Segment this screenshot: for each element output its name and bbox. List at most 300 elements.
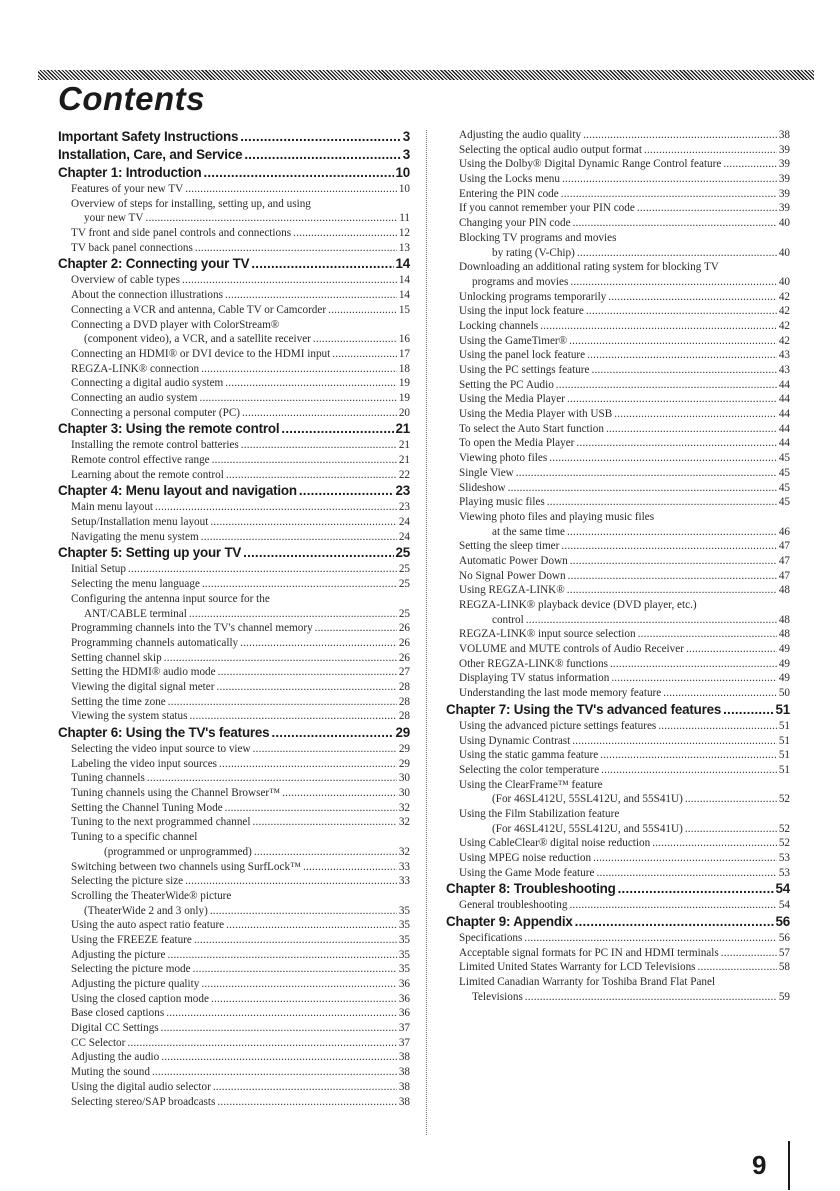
toc-entry bbox=[58, 742, 410, 757]
toc-entry-title: Main menu layout bbox=[71, 501, 154, 514]
toc-leader-dots bbox=[155, 500, 397, 515]
toc-leader-dots bbox=[721, 946, 777, 961]
toc-entry bbox=[446, 157, 790, 172]
toc-entry-title: Selecting the picture mode bbox=[71, 963, 191, 976]
toc-leader-dots bbox=[240, 636, 397, 651]
toc-leader-dots bbox=[567, 392, 777, 407]
toc-leader-dots bbox=[145, 211, 397, 226]
toc-leader-dots bbox=[524, 931, 776, 946]
toc-entry-title: programs and movies bbox=[472, 275, 569, 288]
toc-entry bbox=[58, 889, 410, 904]
toc-entry bbox=[446, 960, 790, 975]
toc-entry-title: About the connection illustrations bbox=[71, 289, 223, 302]
toc-page-number: 39 bbox=[778, 158, 790, 171]
toc-entry bbox=[446, 143, 790, 158]
toc-entry-title: Playing music files bbox=[459, 496, 545, 509]
toc-chapter-entry bbox=[58, 164, 410, 182]
toc-entry-title: Chapter 7: Using the TV's advanced features bbox=[446, 701, 722, 717]
toc-leader-dots bbox=[561, 187, 777, 202]
toc-leader-dots bbox=[281, 420, 393, 438]
toc-entry bbox=[58, 1080, 410, 1095]
toc-entry bbox=[446, 792, 790, 807]
toc-entry bbox=[58, 391, 410, 406]
toc-entry-title: Automatic Power Down bbox=[459, 554, 568, 567]
toc-entry bbox=[58, 197, 410, 212]
toc-entry bbox=[58, 665, 410, 680]
toc-entry-title: Using the digital audio selector bbox=[71, 1080, 211, 1093]
toc-page-number: 35 bbox=[398, 919, 410, 932]
toc-entry bbox=[446, 554, 790, 569]
toc-page-number: 46 bbox=[778, 525, 790, 538]
toc-page-number: 25 bbox=[398, 563, 410, 576]
toc-page-number: 3 bbox=[402, 129, 410, 144]
toc-leader-dots bbox=[185, 182, 397, 197]
toc-entry-title: Using the PC settings feature bbox=[459, 364, 590, 376]
toc-page-number: 33 bbox=[398, 860, 410, 873]
toc-page-number: 39 bbox=[778, 143, 790, 156]
toc-leader-dots bbox=[251, 255, 393, 273]
toc-page-number: 45 bbox=[778, 452, 790, 465]
toc-page-number: 21 bbox=[398, 439, 410, 452]
toc-page-number: 51 bbox=[775, 701, 790, 717]
toc-leader-dots bbox=[201, 977, 396, 992]
toc-page-number: 45 bbox=[778, 466, 790, 479]
page-number: 9 bbox=[752, 1150, 767, 1180]
toc-entry-title: Programming channels into the TV's channel memory bbox=[71, 622, 313, 635]
toc-entry bbox=[446, 436, 790, 451]
toc-entry bbox=[446, 246, 790, 261]
toc-entry-title: Programming channels automatically bbox=[71, 636, 239, 649]
toc-entry bbox=[58, 709, 410, 724]
toc-leader-dots bbox=[568, 569, 777, 584]
toc-entry-title: Setting channel skip bbox=[71, 651, 162, 664]
toc-page-number: 57 bbox=[778, 946, 790, 959]
toc-leader-dots bbox=[152, 1065, 397, 1080]
toc-entry bbox=[446, 686, 790, 701]
toc-chapter-entry bbox=[58, 420, 410, 438]
toc-entry-title: Chapter 8: Troubleshooting bbox=[446, 881, 616, 897]
toc-page-number: 51 bbox=[778, 763, 790, 776]
toc-leader-dots bbox=[638, 627, 777, 642]
toc-entry bbox=[58, 226, 410, 241]
toc-entry-title: Setting the HDMI® audio mode bbox=[71, 666, 216, 679]
toc-entry-title: (For 46SL412U, 55SL412U, and 55S41U) bbox=[492, 793, 683, 806]
toc-entry bbox=[446, 510, 790, 525]
toc-page-number: 19 bbox=[398, 377, 410, 390]
toc-page-number: 23 bbox=[398, 501, 410, 514]
toc-leader-dots bbox=[225, 376, 397, 391]
toc-entry bbox=[58, 977, 410, 992]
toc-leader-dots bbox=[226, 468, 397, 483]
toc-entry bbox=[446, 363, 790, 378]
toc-entry-title: Selecting stereo/SAP broadcasts bbox=[71, 1095, 216, 1108]
toc-leader-dots bbox=[225, 288, 397, 303]
toc-page-number: 3 bbox=[402, 147, 410, 162]
toc-page-number: 39 bbox=[778, 187, 790, 200]
toc-entry bbox=[58, 801, 410, 816]
toc-chapter-entry bbox=[58, 724, 410, 742]
toc-entry bbox=[446, 763, 790, 778]
toc-entry-title: Adjusting the audio bbox=[71, 1051, 160, 1064]
toc-chapter-entry bbox=[58, 544, 410, 562]
toc-leader-dots bbox=[201, 362, 397, 377]
toc-page-number: 49 bbox=[778, 672, 790, 685]
toc-entry bbox=[446, 807, 790, 822]
toc-leader-dots bbox=[570, 275, 776, 290]
toc-entry-title: Chapter 6: Using the TV's features bbox=[58, 725, 270, 740]
toc-entry-title: Initial Setup bbox=[71, 563, 126, 576]
toc-page-number: 36 bbox=[398, 978, 410, 990]
toc-entry bbox=[446, 734, 790, 749]
toc-entry bbox=[58, 1021, 410, 1036]
toc-entry-title: Remote control effective range bbox=[71, 454, 210, 466]
toc-leader-dots bbox=[299, 482, 394, 500]
toc-entry bbox=[58, 530, 410, 545]
toc-entry-title: your new TV bbox=[84, 212, 144, 225]
toc-page-number: 36 bbox=[398, 992, 410, 1005]
toc-leader-dots bbox=[575, 913, 774, 931]
toc-entry-title: Changing your PIN code bbox=[459, 217, 571, 230]
toc-entry bbox=[58, 786, 410, 801]
toc-entry bbox=[58, 1006, 410, 1021]
toc-entry-title: CC Selector bbox=[71, 1036, 126, 1049]
toc-leader-dots bbox=[293, 226, 397, 241]
toc-entry bbox=[58, 241, 410, 256]
toc-page-number: 56 bbox=[775, 914, 790, 930]
toc-entry-title: Setup/Installation menu layout bbox=[71, 516, 209, 529]
toc-entry-title: Adjusting the audio quality bbox=[459, 129, 582, 141]
toc-entry-title: No Signal Power Down bbox=[459, 569, 566, 582]
toc-entry-title: Connecting an audio system bbox=[71, 391, 198, 404]
toc-leader-dots bbox=[592, 363, 777, 378]
toc-entry bbox=[446, 172, 790, 187]
toc-page-number: 48 bbox=[778, 628, 790, 641]
toc-entry bbox=[58, 845, 410, 860]
toc-page-number: 51 bbox=[778, 749, 790, 762]
toc-entry-title: Chapter 9: Appendix bbox=[446, 914, 573, 930]
toc-entry bbox=[58, 1036, 410, 1051]
toc-entry bbox=[446, 931, 790, 946]
toc-leader-dots bbox=[525, 990, 777, 1005]
toc-leader-dots bbox=[561, 539, 776, 554]
toc-entry-title: Televisions bbox=[472, 990, 523, 1003]
toc-page-number: 40 bbox=[778, 217, 790, 230]
toc-page-number: 28 bbox=[398, 710, 410, 723]
toc-page-number: 38 bbox=[398, 1095, 410, 1108]
toc-entry-title: Viewing the digital signal meter bbox=[71, 680, 215, 693]
toc-entry bbox=[446, 231, 790, 246]
toc-page-number: 43 bbox=[778, 349, 790, 362]
toc-page-number: 32 bbox=[398, 816, 410, 829]
toc-entry-title: Configuring the antenna input source for the bbox=[71, 592, 270, 605]
toc-leader-dots bbox=[271, 724, 393, 742]
toc-entry bbox=[58, 211, 410, 226]
toc-page-number: 35 bbox=[398, 963, 410, 976]
toc-leader-dots bbox=[243, 544, 393, 562]
toc-page-number: 51 bbox=[778, 719, 790, 732]
toc-entry bbox=[446, 422, 790, 437]
toc-entry bbox=[446, 216, 790, 231]
toc-leader-dots bbox=[282, 786, 397, 801]
toc-leader-dots bbox=[217, 680, 397, 695]
toc-entry-title: Chapter 4: Menu layout and navigation bbox=[58, 483, 297, 499]
toc-leader-dots bbox=[569, 898, 776, 913]
toc-page-number: 42 bbox=[778, 290, 790, 303]
toc-entry bbox=[58, 577, 410, 592]
toc-page-number: 18 bbox=[398, 362, 410, 375]
toc-leader-dots bbox=[161, 1021, 397, 1036]
toc-entry bbox=[446, 539, 790, 554]
toc-entry bbox=[446, 975, 790, 990]
toc-entry bbox=[446, 290, 790, 305]
toc-entry-title: Setting the time zone bbox=[71, 695, 166, 708]
toc-entry-title: Adjusting the picture quality bbox=[71, 978, 200, 990]
toc-page-number: 45 bbox=[778, 496, 790, 509]
toc-page-number: 35 bbox=[398, 933, 410, 946]
toc-entry-title: Entering the PIN code bbox=[459, 187, 559, 200]
toc-entry-title: Tuning channels bbox=[71, 772, 145, 785]
column-divider bbox=[426, 130, 427, 1135]
toc-page-number: 33 bbox=[398, 875, 410, 888]
toc-leader-dots bbox=[723, 701, 773, 719]
toc-page-number: 38 bbox=[398, 1066, 410, 1079]
toc-entry-title: Using the closed caption mode bbox=[71, 992, 209, 1005]
toc-entry bbox=[446, 946, 790, 961]
toc-leader-dots bbox=[225, 801, 397, 816]
toc-entry-title: Tuning to the next programmed channel bbox=[71, 816, 251, 829]
toc-leader-dots bbox=[570, 554, 777, 569]
toc-page-number: 32 bbox=[398, 845, 410, 858]
toc-page-number: 44 bbox=[778, 408, 790, 421]
toc-leader-dots bbox=[611, 671, 777, 686]
toc-entry bbox=[58, 621, 410, 636]
toc-entry-title: Tuning to a specific channel bbox=[71, 831, 198, 844]
page-number-rule bbox=[788, 1141, 790, 1190]
toc-leader-dots bbox=[161, 1050, 397, 1065]
toc-entry bbox=[446, 598, 790, 613]
toc-chapter-entry bbox=[58, 128, 410, 146]
toc-entry bbox=[58, 771, 410, 786]
toc-entry-title: (TheaterWide 2 and 3 only) bbox=[84, 904, 208, 917]
toc-page-number: 52 bbox=[778, 793, 790, 806]
toc-page-number: 40 bbox=[778, 275, 790, 288]
toc-entry bbox=[446, 495, 790, 510]
toc-entry-title: Using the GameTimer® bbox=[459, 334, 568, 347]
toc-page-number: 29 bbox=[398, 757, 410, 770]
toc-leader-dots bbox=[516, 466, 777, 481]
toc-entry-title: Viewing photo files and playing music files bbox=[459, 510, 655, 523]
toc-page-number: 21 bbox=[398, 454, 410, 466]
toc-entry-title: (For 46SL412U, 55SL412U, and 55S41U) bbox=[492, 822, 683, 835]
toc-page-number: 51 bbox=[778, 734, 790, 747]
toc-entry bbox=[446, 748, 790, 763]
toc-leader-dots bbox=[586, 304, 777, 319]
toc-leader-dots bbox=[194, 933, 397, 948]
toc-entry-title: Acceptable signal formats for PC IN and HDMI terminals bbox=[459, 946, 719, 959]
toc-entry bbox=[58, 992, 410, 1007]
toc-leader-dots bbox=[147, 771, 397, 786]
toc-entry bbox=[446, 466, 790, 481]
toc-page-number: 25 bbox=[398, 578, 410, 591]
toc-entry bbox=[446, 378, 790, 393]
toc-entry bbox=[58, 1065, 410, 1080]
toc-entry-title: Navigating the menu system bbox=[71, 530, 199, 543]
toc-entry-title: Unlocking programs temporarily bbox=[459, 290, 607, 303]
toc-entry bbox=[446, 392, 790, 407]
toc-entry-title: Using CableClear® digital noise reduction bbox=[459, 837, 651, 850]
toc-page-number: 13 bbox=[398, 241, 410, 254]
toc-entry-title: Digital CC Settings bbox=[71, 1022, 159, 1035]
toc-entry bbox=[446, 319, 790, 334]
toc-entry bbox=[446, 898, 790, 913]
toc-page-number: 28 bbox=[398, 680, 410, 693]
toc-leader-dots bbox=[577, 246, 777, 261]
toc-entry bbox=[58, 1050, 410, 1065]
toc-leader-dots bbox=[593, 851, 777, 866]
toc-leader-dots bbox=[240, 128, 401, 146]
toc-leader-dots bbox=[556, 378, 777, 393]
toc-leader-dots bbox=[600, 748, 777, 763]
toc-page-number: 16 bbox=[398, 333, 410, 346]
toc-entry bbox=[446, 525, 790, 540]
toc-entry-title: Using Dynamic Contrast bbox=[459, 734, 571, 747]
toc-entry bbox=[58, 651, 410, 666]
toc-entry bbox=[446, 642, 790, 657]
toc-entry-title: To select the Auto Start function bbox=[459, 422, 604, 435]
toc-leader-dots bbox=[610, 657, 777, 672]
toc-page-number: 54 bbox=[778, 899, 790, 912]
toc-entry bbox=[58, 815, 410, 830]
toc-entry bbox=[446, 866, 790, 881]
toc-entry bbox=[58, 874, 410, 889]
toc-chapter-entry bbox=[446, 880, 790, 898]
toc-entry-title: Selecting the picture size bbox=[71, 875, 184, 888]
toc-entry-title: Selecting the optical audio output format bbox=[459, 143, 642, 156]
toc-entry-title: Using REGZA-LINK® bbox=[459, 584, 565, 597]
toc-page-number: 30 bbox=[398, 772, 410, 785]
toc-entry-title: Using the Locks menu bbox=[459, 173, 560, 186]
toc-leader-dots bbox=[549, 451, 777, 466]
toc-entry-title: Installation, Care, and Service bbox=[58, 147, 243, 162]
toc-entry-title: Understanding the last mode memory feature bbox=[459, 687, 662, 700]
toc-entry bbox=[58, 288, 410, 303]
toc-page-number: 26 bbox=[398, 651, 410, 664]
toc-page-number: 14 bbox=[398, 274, 410, 287]
toc-entry-title: Chapter 3: Using the remote control bbox=[58, 421, 280, 437]
toc-entry bbox=[58, 830, 410, 845]
toc-leader-dots bbox=[637, 201, 777, 216]
toc-entry bbox=[58, 332, 410, 347]
toc-entry bbox=[58, 757, 410, 772]
toc-entry-title: REGZA-LINK® input source selection bbox=[459, 628, 636, 641]
toc-entry bbox=[446, 657, 790, 672]
toc-entry bbox=[446, 451, 790, 466]
toc-entry-title: Other REGZA-LINK® functions bbox=[459, 657, 608, 670]
toc-entry bbox=[58, 948, 410, 963]
toc-entry bbox=[58, 918, 410, 933]
toc-entry-title: Using the advanced picture settings features bbox=[459, 719, 657, 732]
toc-entry-title: Connecting a VCR and antenna, Cable TV or Camcorder bbox=[71, 303, 327, 316]
toc-page-number: 37 bbox=[398, 1036, 410, 1049]
toc-entry-title: REGZA-LINK® connection bbox=[71, 362, 200, 375]
toc-entry bbox=[58, 860, 410, 875]
toc-page-number: 26 bbox=[398, 636, 410, 649]
toc-entry-title: Displaying TV status information bbox=[459, 672, 610, 685]
toc-entry-title: Setting the PC Audio bbox=[459, 378, 554, 391]
toc-entry-title: Installing the remote control batteries bbox=[71, 439, 239, 452]
toc-entry-title: Selecting the menu language bbox=[71, 578, 200, 591]
toc-entry-title: Setting the Channel Tuning Mode bbox=[71, 801, 223, 814]
toc-entry-title: Selecting the color temperature bbox=[459, 763, 600, 776]
toc-entry-title: Using the panel lock feature bbox=[459, 349, 586, 362]
toc-page-number: 42 bbox=[778, 319, 790, 332]
toc-entry-title: TV front and side panel controls and connections bbox=[71, 227, 292, 240]
toc-entry-title: (programmed or unprogrammed) bbox=[104, 845, 252, 858]
toc-entry-title: control bbox=[492, 613, 524, 626]
toc-page-number: 52 bbox=[778, 837, 790, 850]
toc-page-number: 40 bbox=[778, 246, 790, 259]
toc-entry bbox=[446, 851, 790, 866]
toc-entry bbox=[446, 613, 790, 628]
toc-page-number: 38 bbox=[398, 1051, 410, 1064]
toc-entry bbox=[446, 201, 790, 216]
toc-entry bbox=[58, 592, 410, 607]
toc-page-number: 53 bbox=[778, 852, 790, 864]
toc-entry-title: Using the auto aspect ratio feature bbox=[71, 919, 225, 932]
toc-leader-dots bbox=[315, 621, 397, 636]
toc-page-number: 30 bbox=[398, 787, 410, 800]
toc-leader-dots bbox=[199, 391, 396, 406]
toc-leader-dots bbox=[182, 273, 397, 288]
toc-leader-dots bbox=[128, 562, 397, 577]
toc-entry bbox=[58, 515, 410, 530]
toc-entry-title: REGZA-LINK® playback device (DVD player, etc.) bbox=[459, 599, 697, 611]
toc-leader-dots bbox=[508, 481, 777, 496]
toc-entry bbox=[446, 990, 790, 1005]
toc-leader-dots bbox=[573, 216, 777, 231]
toc-page-number: 42 bbox=[778, 305, 790, 318]
toc-page-number: 47 bbox=[778, 540, 790, 553]
toc-chapter-entry bbox=[446, 701, 790, 719]
toc-leader-dots bbox=[587, 348, 777, 363]
toc-leader-dots bbox=[313, 332, 397, 347]
toc-entry-title: Scrolling the TheaterWide® picture bbox=[71, 889, 232, 902]
toc-entry-title: General troubleshooting bbox=[459, 899, 568, 912]
toc-leader-dots bbox=[213, 1080, 397, 1095]
toc-chapter-entry bbox=[58, 146, 410, 164]
toc-entry-title: Connecting a personal computer (PC) bbox=[71, 406, 241, 419]
toc-entry-title: VOLUME and MUTE controls of Audio Receiver bbox=[459, 643, 684, 656]
toc-entry-title: Chapter 1: Introduction bbox=[58, 165, 202, 180]
toc-entry bbox=[58, 962, 410, 977]
toc-entry-title: Single View bbox=[459, 466, 514, 479]
toc-entry-title: Labeling the video input sources bbox=[71, 757, 218, 770]
page-title: Contents bbox=[58, 80, 205, 117]
toc-page-number: 49 bbox=[778, 643, 790, 656]
toc-entry bbox=[446, 569, 790, 584]
toc-leader-dots bbox=[572, 734, 777, 749]
toc-leader-dots bbox=[254, 845, 397, 860]
toc-entry bbox=[446, 627, 790, 642]
toc-entry bbox=[58, 182, 410, 197]
toc-page-number: 58 bbox=[778, 961, 790, 974]
toc-entry-title: Using the Dolby® Digital Dynamic Range Control feature bbox=[459, 158, 722, 171]
toc-entry bbox=[446, 304, 790, 319]
toc-leader-dots bbox=[562, 172, 777, 187]
toc-page-number: 11 bbox=[399, 212, 410, 225]
toc-page-number: 43 bbox=[778, 364, 790, 376]
toc-leader-dots bbox=[601, 763, 777, 778]
